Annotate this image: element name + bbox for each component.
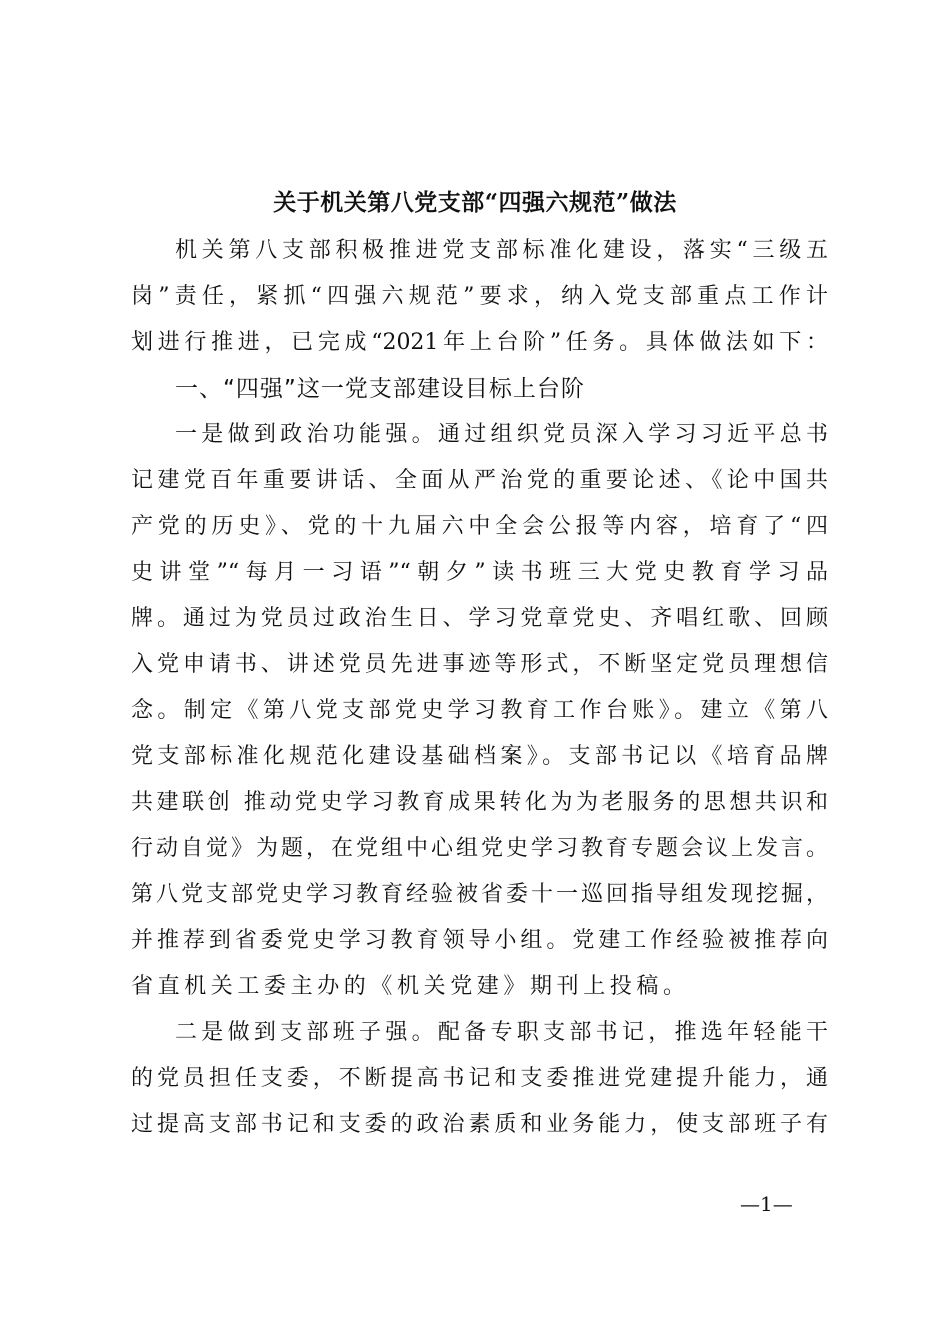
intro-line: 岗”责任，紧抓“四强六规范”要求，纳入党支部重点工作计 <box>131 284 828 309</box>
paragraph-line: 二是做到支部班子强。配备专职支部书记，推选年轻能干 <box>175 1020 828 1045</box>
paragraph-line: 的党员担任支委，不断提高书记和支委推进党建提升能力，通 <box>131 1066 828 1091</box>
paragraph-line: 党支部标准化规范化建设基础档案》。支部书记以《培育品牌 <box>131 744 828 769</box>
paragraph-line: 记建党百年重要讲话、全面从严治党的重要论述、《论中国共 <box>131 468 828 493</box>
paragraph-line: 牌。通过为党员过政治生日、学习党章党史、齐唱红歌、回顾 <box>131 606 828 631</box>
document-title: 关于机关第八党支部“四强六规范”做法 <box>273 189 677 216</box>
page-number: —1— <box>740 1192 793 1216</box>
paragraph-line: 第八党支部党史学习教育经验被省委十一巡回指导组发现挖掘， <box>131 882 828 907</box>
paragraph-line: 并推荐到省委党史学习教育领导小组。党建工作经验被推荐向 <box>131 928 828 953</box>
intro-line: 机关第八支部积极推进党支部标准化建设，落实“三级五 <box>175 238 828 263</box>
paragraph-line: 过提高支部书记和支委的政治素质和业务能力，使支部班子有 <box>131 1112 828 1137</box>
paragraph-line: 一是做到政治功能强。通过组织党员深入学习习近平总书 <box>175 422 828 447</box>
paragraph-line: 产党的历史》、党的十九届六中全会公报等内容，培育了“四 <box>131 514 828 539</box>
paragraph-line: 省直机关工委主办的《机关党建》期刊上投稿。 <box>131 974 690 999</box>
document-body <box>131 228 828 1148</box>
paragraph-line: 念。制定《第八党支部党史学习教育工作台账》。建立《第八 <box>131 698 828 723</box>
paragraph-line: 史讲堂”“每月一习语”“朝夕”读书班三大党史教育学习品 <box>131 560 828 585</box>
paragraph-line: 共建联创 推动党史学习教育成果转化为为老服务的思想共识和 <box>131 790 828 815</box>
paragraph-line: 行动自觉》为题，在党组中心组党史学习教育专题会议上发言。 <box>131 836 828 861</box>
intro-line: 划进行推进，已完成“2021年上台阶”任务。具体做法如下： <box>131 330 828 355</box>
paragraph-line: 入党申请书、讲述党员先进事迹等形式，不断坚定党员理想信 <box>131 652 828 677</box>
section-heading: 一、“四强”这一党支部建设目标上台阶 <box>175 376 585 402</box>
